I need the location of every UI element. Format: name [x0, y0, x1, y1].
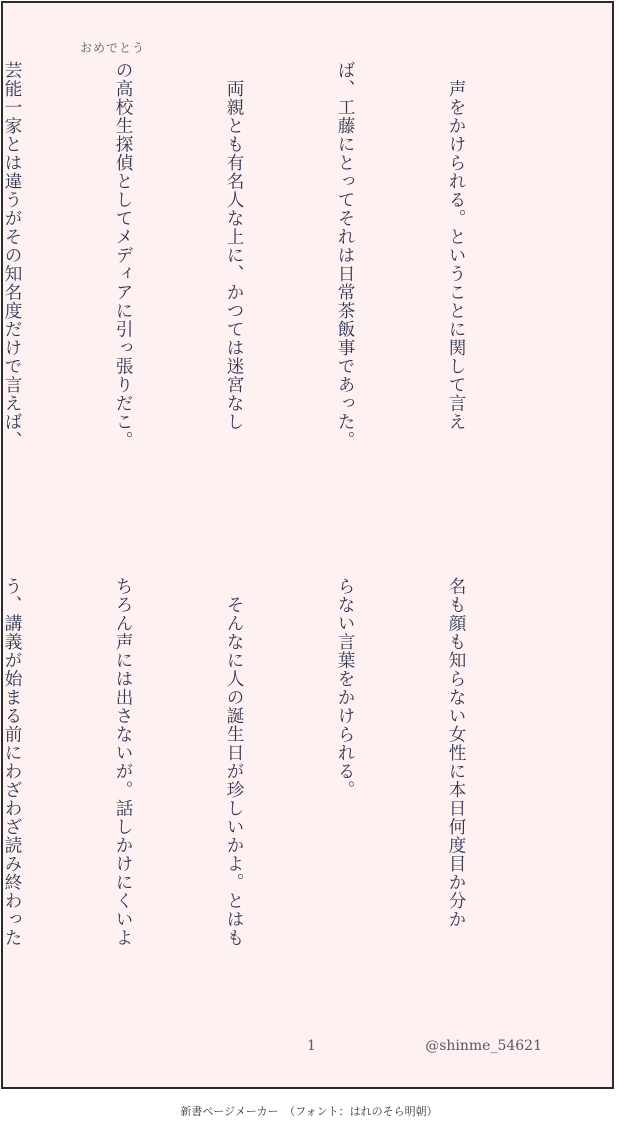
- text-block-bottom: [0, 577, 548, 1047]
- book-page: [1, 1, 614, 1089]
- text-line: の高校生探偵としてメディアに引っ張りだこ。: [113, 61, 133, 450]
- text-line: ちろん声には出さないが。話しかけにくいよ: [113, 577, 133, 947]
- text-line: ば、工藤にとってそれは日常茶飯事であった。: [335, 61, 355, 450]
- text-block-top: [0, 61, 548, 531]
- author-handle: @shinme_54621: [425, 1038, 542, 1054]
- text-line: そんなに人の誕生日が珍しいかよ。とはも: [224, 577, 244, 947]
- text-line: う、講義が始まる前にわざわざ読み終わった: [2, 577, 22, 947]
- page-number: 1: [307, 1038, 316, 1054]
- text-line: 名も顔も知らない女性に本日何度目か分か: [446, 577, 466, 929]
- text-line: らない言葉をかけられる。: [335, 577, 355, 799]
- text-line: 芸能一家とは違うがその知名度だけで言えば、: [2, 61, 22, 450]
- text-line: 声をかけられる。ということに関して言え: [446, 61, 466, 431]
- generator-credit: 新書ページメーカー （フォント：はれのそら明朝）: [180, 1105, 438, 1118]
- page-header-title: おめでとう: [80, 41, 146, 55]
- text-line: 両親とも有名人な上に、かつては迷宮なし: [224, 61, 244, 431]
